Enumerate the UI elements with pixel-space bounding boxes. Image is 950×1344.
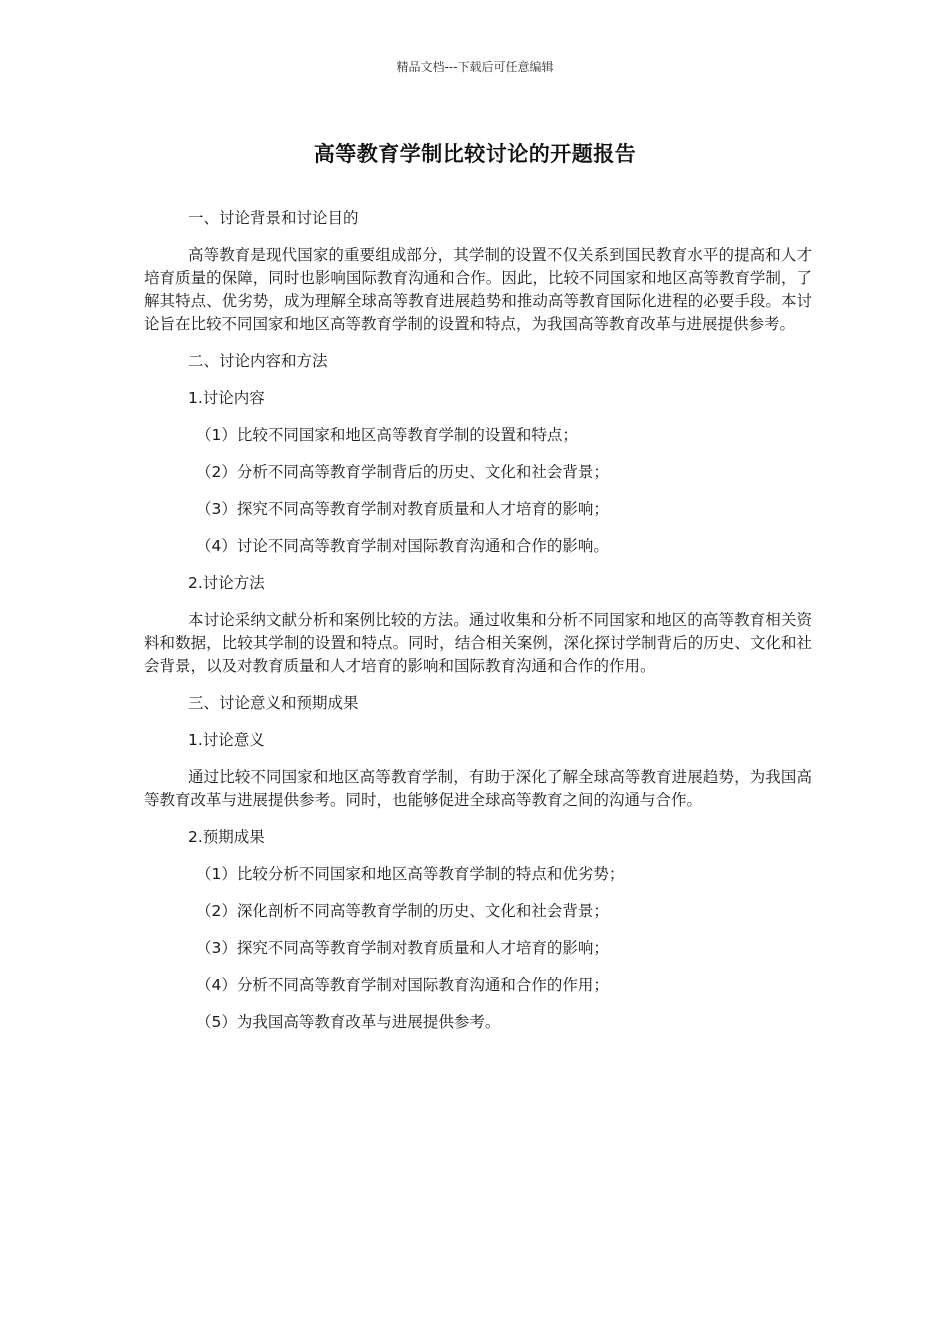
content-list-item: （3）探究不同高等教育学制对教育质量和人才培育的影响； <box>196 500 609 518</box>
section-heading-3: 三、讨论意义和预期成果 <box>188 694 359 712</box>
content-list-item: （2）分析不同高等教育学制背后的历史、文化和社会背景； <box>196 463 609 481</box>
document-body <box>144 207 812 1048</box>
subheading-significance: 1.讨论意义 <box>188 731 265 749</box>
background-paragraph: 高等教育是现代国家的重要组成部分，其学制的设置不仅关系到国民教育水平的提高和人才培育质量的保障，同时也影响国际教育沟通和合作。因此，比较不同国家和地区高等教育学制，了解其特点、优劣势，成为理解全球高等教育进展趋势和推动高等教育国际化进程的必要手段。本讨论旨在比较不同国家和地区高等教育学制的设置和特点，为我国高等教育改革与进展提供参考。 <box>144 246 812 333</box>
page-header: 精品文档---下载后可任意编辑 <box>396 60 554 74</box>
content-list-item: （1）比较不同国家和地区高等教育学制的设置和特点； <box>196 426 578 444</box>
content-list-item: （4）讨论不同高等教育学制对国际教育沟通和合作的影响。 <box>196 537 609 555</box>
significance-paragraph: 通过比较不同国家和地区高等教育学制，有助于深化了解全球高等教育进展趋势，为我国高等教育改革与进展提供参考。同时，也能够促进全球高等教育之间的沟通与合作。 <box>144 768 812 809</box>
result-list-item: （4）分析不同高等教育学制对国际教育沟通和合作的作用； <box>196 976 609 994</box>
result-list-item: （2）深化剖析不同高等教育学制的历史、文化和社会背景； <box>196 902 609 920</box>
section-heading-2: 二、讨论内容和方法 <box>188 352 328 370</box>
result-list-item: （5）为我国高等教育改革与进展提供参考。 <box>196 1013 501 1031</box>
subheading-research-method: 2.讨论方法 <box>188 574 265 592</box>
result-list-item: （3）探究不同高等教育学制对教育质量和人才培育的影响； <box>196 939 609 957</box>
result-list-item: （1）比较分析不同国家和地区高等教育学制的特点和优劣势； <box>196 865 625 883</box>
method-paragraph: 本讨论采纳文献分析和案例比较的方法。通过收集和分析不同国家和地区的高等教育相关资料和数据，比较其学制的设置和特点。同时，结合相关案例，深化探讨学制背后的历史、文化和社会背景，以及对教育质量和人才培育的影响和国际教育沟通和合作的作用。 <box>144 611 812 675</box>
section-heading-1: 一、讨论背景和讨论目的 <box>188 209 359 227</box>
subheading-research-content: 1.讨论内容 <box>188 389 265 407</box>
subheading-expected-results: 2.预期成果 <box>188 828 265 846</box>
document-title: 高等教育学制比较讨论的开题报告 <box>313 142 637 166</box>
